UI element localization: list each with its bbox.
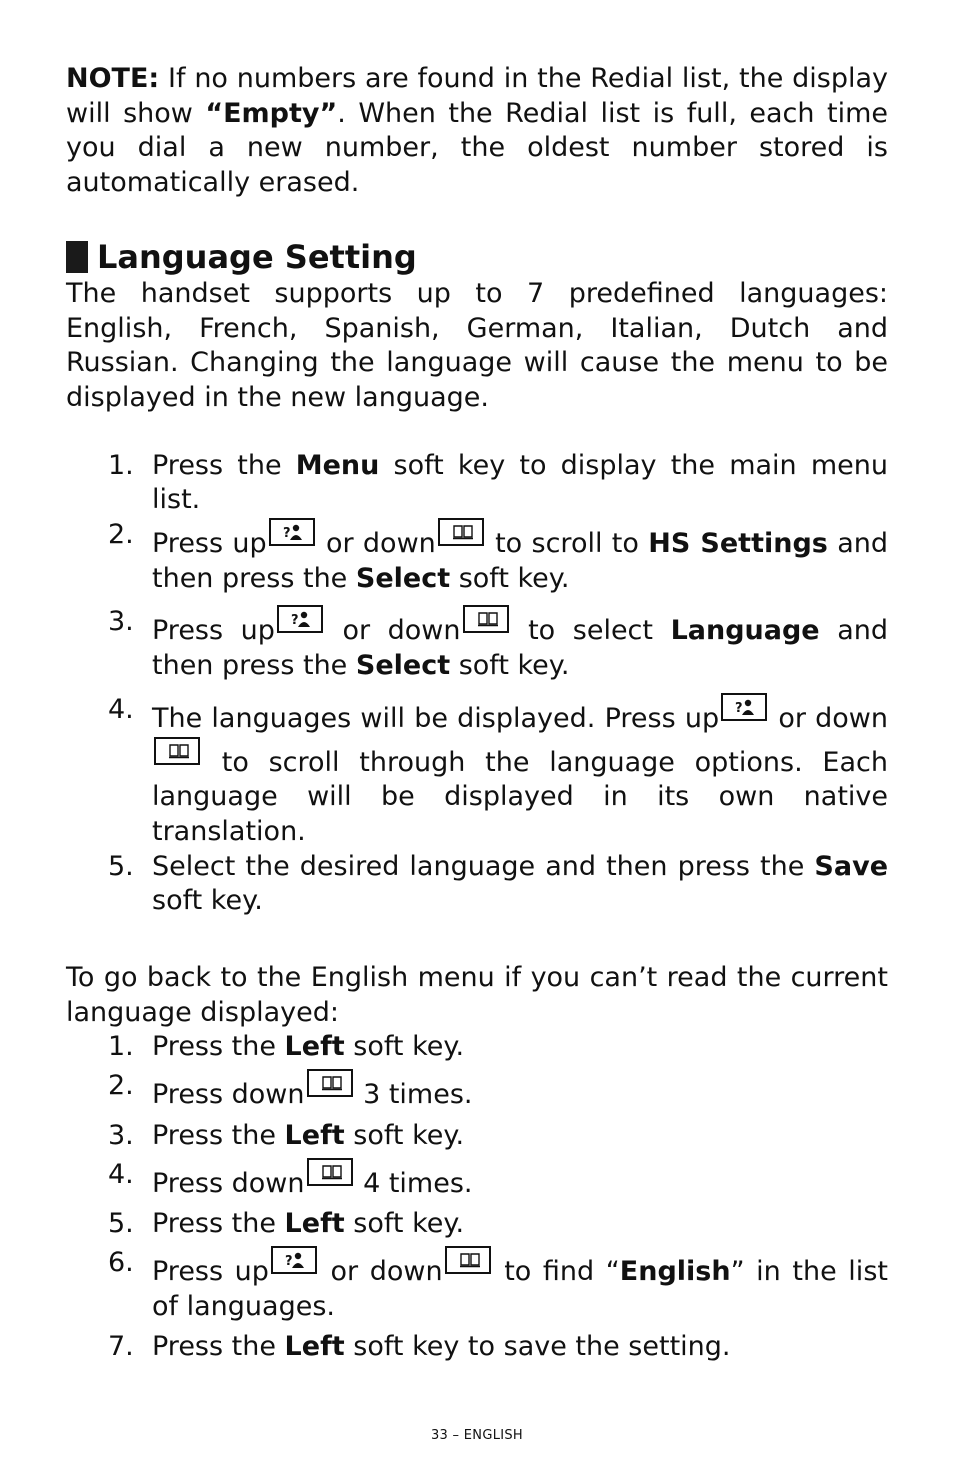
left-term: Left — [284, 1031, 345, 1063]
note-text: . When the Redial list is full, each time you dial a new number, the oldest number stored is automatically erased. — [66, 97, 888, 199]
select-term: Select — [355, 650, 451, 682]
book-icon — [438, 518, 484, 546]
list-item: 1. Press the Left soft key. — [108, 1031, 465, 1063]
list-item: 6. Press up ? or down to find “English” in the list of languages. — [108, 1246, 888, 1322]
book-icon — [445, 1246, 491, 1274]
hs-settings-term: HS Settings — [648, 528, 828, 560]
person-question-icon — [721, 693, 767, 721]
left-term: Left — [284, 1119, 345, 1151]
svg-text:?: ? — [282, 526, 291, 541]
section-intro: The handset supports up to 7 predefined languages: English, French, Spanish, German, Italian, Dutch and Russian. Changing the language will cause the menu to be displayed in the new language. — [66, 277, 888, 413]
language-steps — [66, 449, 888, 919]
book-icon — [463, 605, 509, 633]
svg-text:?: ? — [290, 613, 299, 628]
language-term: Language — [670, 615, 820, 647]
english-term: English — [619, 1255, 731, 1287]
list-item: 7. Press the Left soft key to save the setting. — [108, 1331, 731, 1363]
book-icon — [154, 737, 200, 765]
section-heading — [66, 239, 888, 275]
left-term: Left — [284, 1331, 345, 1363]
select-term: Select — [355, 562, 451, 594]
list-item: 2. Press down 3 times. — [108, 1070, 473, 1111]
menu-term: Menu — [295, 449, 380, 481]
list-item: 5. Press the Left soft key. — [108, 1208, 465, 1240]
list-item: 4. The languages will be displayed. Press up ? or down to scroll through the language options. Each language will be displayed in its own native translation. — [108, 693, 889, 847]
svg-text:?: ? — [284, 1253, 293, 1268]
list-item: 5. Select the desired language and then press the Save soft key. — [108, 850, 888, 917]
list-item: 2. Press up ? or down to scroll to HS Settings and then press the Select soft key. — [108, 519, 888, 594]
person-question-icon — [271, 1246, 317, 1274]
list-item: 3. Press up ? or down to select Language and then press the Select soft key. — [108, 606, 888, 682]
list-item: 3. Press the Left soft key. — [108, 1119, 465, 1151]
left-term: Left — [284, 1208, 345, 1240]
page-content — [66, 62, 888, 1369]
section-title: Language Setting — [97, 237, 417, 276]
page-footer: 33 – ENGLISH — [430, 1428, 524, 1443]
book-icon — [307, 1069, 353, 1097]
back-intro: To go back to the English menu if you can’t read the current language displayed: — [66, 962, 888, 1028]
note-paragraph — [66, 62, 888, 201]
person-question-icon — [269, 518, 315, 546]
person-question-icon — [277, 605, 323, 633]
list-item: 1. Press the Menu soft key to display the main menu list. — [108, 449, 888, 516]
empty-term: “Empty” — [205, 97, 338, 129]
list-item: 4. Press down 4 times. — [108, 1158, 473, 1199]
save-term: Save — [814, 850, 888, 882]
svg-text:?: ? — [735, 700, 743, 715]
note-text: If no numbers are found in the Redial list, the display will show — [66, 63, 888, 129]
heading-square-icon — [66, 241, 88, 273]
note-label: NOTE: — [66, 63, 160, 94]
english-reset-steps — [66, 1030, 888, 1365]
book-icon — [307, 1158, 353, 1186]
